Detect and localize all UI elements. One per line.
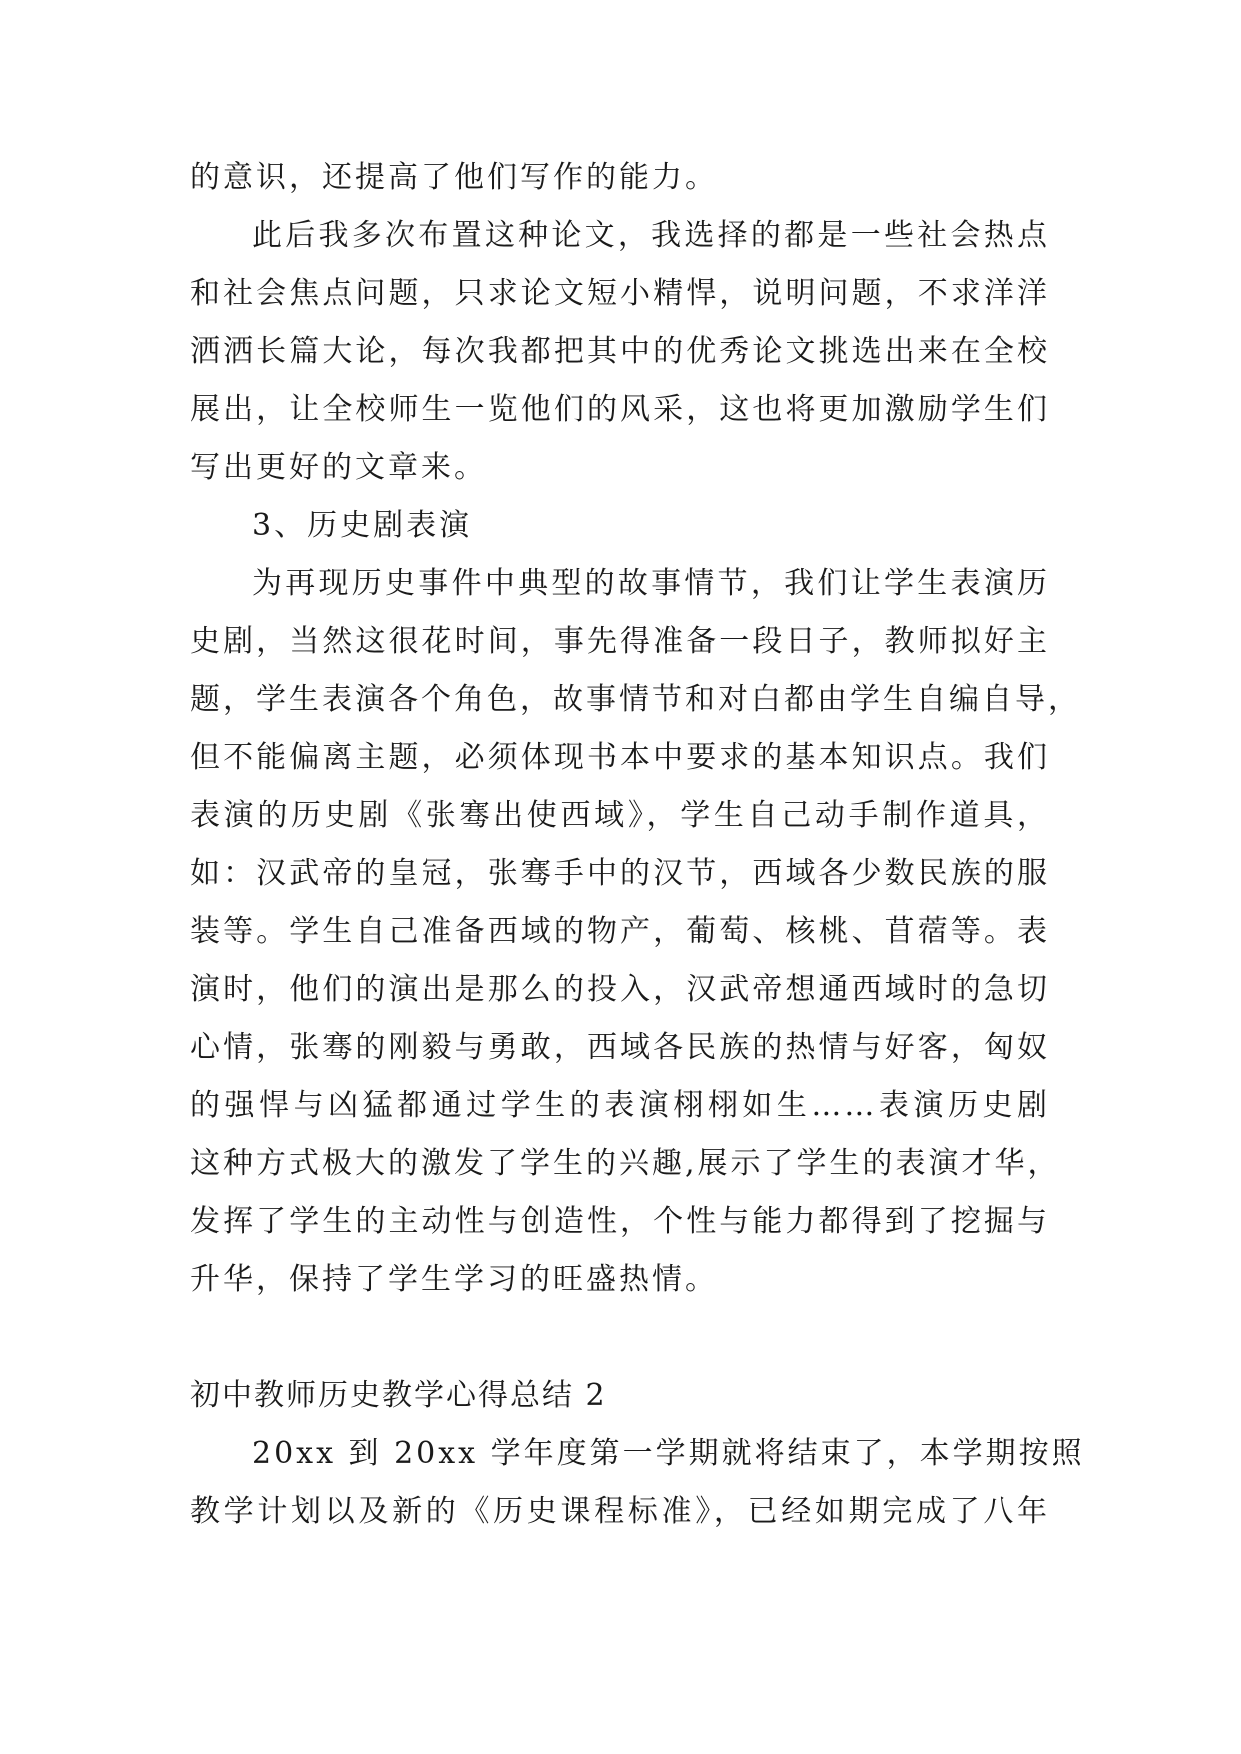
text-line: 装等。学生自己准备西域的物产，葡萄、核桃、苜蓿等。表 [190, 914, 1050, 949]
text-line: 教学计划以及新的《历史课程标准》，已经如期完成了八年 [190, 1494, 1050, 1529]
text-line: 演时，他们的演出是那么的投入，汉武帝想通西域时的急切 [190, 972, 1050, 1007]
paragraph-first-line: 为再现历史事件中典型的故事情节，我们让学生表演历 [252, 566, 1050, 601]
text-line: 表演的历史剧《张骞出使西域》，学生自己动手制作道具， [190, 798, 1050, 833]
text-line: 的意识，还提高了他们写作的能力。 [190, 160, 718, 195]
text-line: 心情，张骞的刚毅与勇敢，西域各民族的热情与好客，匈奴 [190, 1030, 1050, 1065]
text-line: 的强悍与凶猛都通过学生的表演栩栩如生……表演历史剧 [190, 1088, 1050, 1123]
paragraph-first-line: 此后我多次布置这种论文，我选择的都是一些社会热点 [252, 218, 1050, 253]
text-line: 洒洒长篇大论，每次我都把其中的优秀论文挑选出来在全校 [190, 334, 1050, 369]
text-line: 这种方式极大的激发了学生的兴趣,展示了学生的表演才华， [190, 1146, 1061, 1181]
paragraph-first-line: 20xx 到 20xx 学年度第一学期就将结束了，本学期按照 [252, 1436, 1085, 1471]
text-line: 史剧，当然这很花时间，事先得准备一段日子，教师拟好主 [190, 624, 1050, 659]
text-line: 升华，保持了学生学习的旺盛热情。 [190, 1262, 718, 1297]
text-line: 写出更好的文章来。 [190, 450, 487, 485]
text-line: 展出，让全校师生一览他们的风采，这也将更加激励学生们 [190, 392, 1050, 427]
text-line: 发挥了学生的主动性与创造性，个性与能力都得到了挖掘与 [190, 1204, 1050, 1239]
text-line: 但不能偏离主题，必须体现书本中要求的基本知识点。我们 [190, 740, 1050, 775]
article-title: 初中教师历史教学心得总结 2 [190, 1378, 607, 1413]
text-line: 如：汉武帝的皇冠，张骞手中的汉节，西域各少数民族的服 [190, 856, 1050, 891]
section-heading: 3、历史剧表演 [252, 508, 473, 543]
text-line: 和社会焦点问题，只求论文短小精悍，说明问题，不求洋洋 [190, 276, 1050, 311]
text-line: 题，学生表演各个角色，故事情节和对白都由学生自编自导， [190, 682, 1081, 717]
